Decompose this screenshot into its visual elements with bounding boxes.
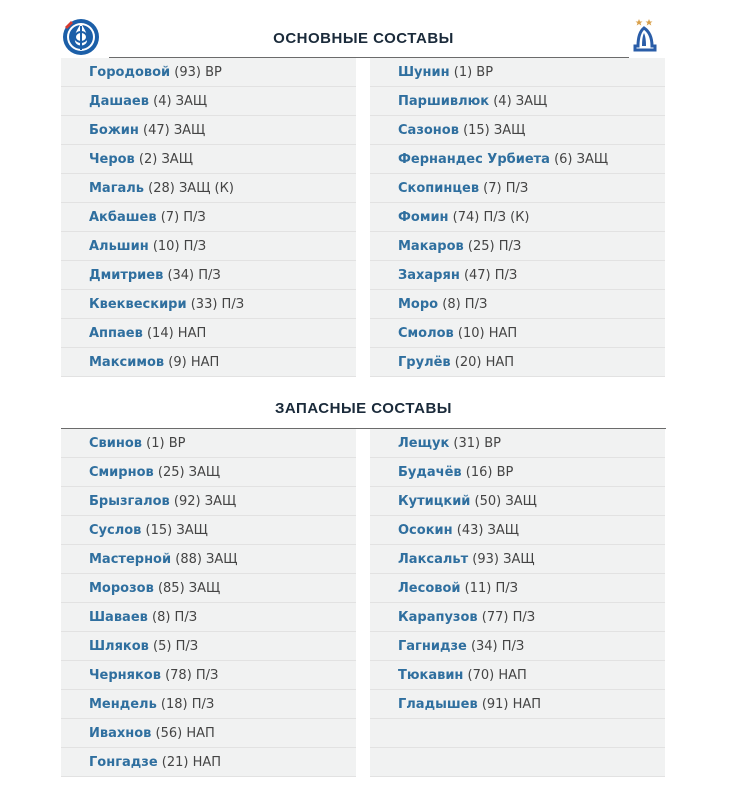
- list-item: [61, 603, 356, 632]
- player-name[interactable]: Брызгалов: [89, 494, 170, 509]
- list-item: [61, 261, 356, 290]
- player-name[interactable]: Магаль: [89, 181, 145, 196]
- list-item: [61, 719, 356, 748]
- player-info: (85) ЗАЩ: [153, 581, 221, 596]
- player-name[interactable]: Свинов: [89, 436, 143, 451]
- list-item: [370, 87, 665, 116]
- list-item: [370, 487, 665, 516]
- player-name[interactable]: Дашаев: [89, 94, 149, 109]
- subs-title: ЗАПАСНЫЕ СОСТАВЫ: [275, 400, 452, 417]
- player-info: (8) П/З: [438, 297, 488, 312]
- player-info: (34) П/З: [466, 639, 525, 654]
- player-name[interactable]: Смолов: [398, 326, 454, 341]
- player-name[interactable]: Божин: [89, 123, 139, 138]
- player-info: (9) НАП: [164, 355, 220, 370]
- player-info: (25) ЗАЩ: [153, 465, 221, 480]
- list-item: [370, 661, 665, 690]
- list-item: [370, 516, 665, 545]
- player-info: (70) НАП: [463, 668, 527, 683]
- player-info: (10) НАП: [453, 326, 518, 341]
- player-info: (15) ЗАЩ: [141, 523, 208, 538]
- list-item: [61, 516, 356, 545]
- list-item: [370, 203, 665, 232]
- main-lineups-header: [61, 0, 666, 58]
- player-name[interactable]: Фомин: [398, 210, 449, 225]
- player-info: (88) ЗАЩ: [171, 552, 238, 567]
- player-info: (34) П/З: [163, 268, 221, 283]
- player-info: (4) ЗАЩ: [489, 94, 548, 109]
- list-item: [61, 545, 356, 574]
- player-name[interactable]: Акбашев: [89, 210, 157, 225]
- list-item: [370, 545, 665, 574]
- list-item: [370, 174, 665, 203]
- player-info: (33) П/З: [186, 297, 245, 312]
- player-info: (50) ЗАЩ: [470, 494, 537, 509]
- player-name[interactable]: Ивахнов: [89, 726, 152, 741]
- player-name[interactable]: Смирнов: [89, 465, 154, 480]
- player-info: (16) ВР: [461, 465, 514, 480]
- list-item: [61, 458, 356, 487]
- player-info: (20) НАП: [450, 355, 515, 370]
- player-info: (92) ЗАЩ: [169, 494, 237, 509]
- dynamo-logo-icon: [630, 17, 658, 55]
- list-item: [370, 458, 665, 487]
- list-item: [61, 174, 356, 203]
- empty-list-item: [370, 719, 665, 748]
- list-item: [61, 145, 356, 174]
- list-item: [61, 748, 356, 777]
- player-info: (18) П/З: [156, 697, 215, 712]
- player-name[interactable]: Морозов: [89, 581, 154, 596]
- player-name[interactable]: Кутицкий: [398, 494, 471, 509]
- player-name[interactable]: Альшин: [89, 239, 149, 254]
- player-name[interactable]: Черов: [89, 152, 135, 167]
- player-info: (93) ЗАЩ: [468, 552, 535, 567]
- list-item: [61, 348, 356, 377]
- player-info: (78) П/З: [160, 668, 219, 683]
- player-name[interactable]: Грулёв: [398, 355, 451, 370]
- list-item: [61, 429, 356, 458]
- list-item: [370, 574, 665, 603]
- player-info: (47) ЗАЩ: [138, 123, 206, 138]
- player-info: (77) П/З: [477, 610, 536, 625]
- player-info: (31) ВР: [449, 436, 502, 451]
- player-name[interactable]: Дмитриев: [89, 268, 164, 283]
- player-name[interactable]: Гонгадзе: [89, 755, 158, 770]
- player-name[interactable]: Лесовой: [398, 581, 461, 596]
- list-item: [61, 574, 356, 603]
- player-info: (21) НАП: [157, 755, 222, 770]
- player-info: (10) П/З: [148, 239, 207, 254]
- player-name[interactable]: Суслов: [89, 523, 142, 538]
- player-info: (74) П/З (К): [448, 210, 530, 225]
- list-item: [370, 290, 665, 319]
- list-item: [370, 429, 665, 458]
- player-name[interactable]: Черняков: [89, 668, 161, 683]
- subs-header: [61, 380, 666, 429]
- list-item: [370, 319, 665, 348]
- player-name[interactable]: Мастерной: [89, 552, 172, 567]
- player-name[interactable]: Лаксальт: [398, 552, 469, 567]
- player-name[interactable]: Тюкавин: [398, 668, 464, 683]
- player-name[interactable]: Паршивлюк: [398, 94, 490, 109]
- player-info: (5) П/З: [148, 639, 199, 654]
- player-info: (14) НАП: [142, 326, 207, 341]
- player-info: (91) НАП: [477, 697, 542, 712]
- empty-list-item: [370, 748, 665, 777]
- player-info: (15) ЗАЩ: [458, 123, 526, 138]
- home-subs-list: [61, 429, 356, 777]
- player-info: (11) П/З: [460, 581, 518, 596]
- list-item: [370, 632, 665, 661]
- list-item: [370, 232, 665, 261]
- list-item: [61, 690, 356, 719]
- list-item: [370, 116, 665, 145]
- list-item: [61, 661, 356, 690]
- player-name[interactable]: Скопинцев: [398, 181, 480, 196]
- list-item: [61, 116, 356, 145]
- player-info: (28) ЗАЩ (К): [144, 181, 234, 196]
- player-info: (93) ВР: [170, 65, 222, 80]
- list-item: [61, 632, 356, 661]
- list-item: [370, 58, 665, 87]
- player-info: (6) ЗАЩ: [549, 152, 609, 167]
- player-info: (2) ЗАЩ: [134, 152, 193, 167]
- player-name[interactable]: Карапузов: [398, 610, 478, 625]
- player-name[interactable]: Моро: [398, 297, 439, 312]
- player-name[interactable]: Осокин: [398, 523, 453, 538]
- list-item: [370, 261, 665, 290]
- list-item: [61, 487, 356, 516]
- player-info: (7) П/З: [479, 181, 529, 196]
- player-name[interactable]: Максимов: [89, 355, 165, 370]
- list-item: [370, 603, 665, 632]
- player-info: (1) ВР: [142, 436, 186, 451]
- player-info: (7) П/З: [156, 210, 206, 225]
- main-lineups-title: ОСНОВНЫЕ СОСТАВЫ: [273, 30, 454, 47]
- player-name[interactable]: Лещук: [398, 436, 450, 451]
- list-item: [61, 87, 356, 116]
- list-item: [61, 203, 356, 232]
- player-name[interactable]: Шунин: [398, 65, 450, 80]
- player-name[interactable]: Шаваев: [89, 610, 148, 625]
- player-name[interactable]: Макаров: [398, 239, 464, 254]
- player-info: (47) П/З: [459, 268, 518, 283]
- player-info: (56) НАП: [151, 726, 215, 741]
- player-name[interactable]: Мендель: [89, 697, 157, 712]
- player-name[interactable]: Городовой: [89, 65, 171, 80]
- player-name[interactable]: Фернандес Урбиета: [398, 152, 550, 167]
- player-info: (25) П/З: [463, 239, 522, 254]
- list-item: [370, 145, 665, 174]
- player-name[interactable]: Захарян: [398, 268, 460, 283]
- player-name[interactable]: Шляков: [89, 639, 149, 654]
- player-name[interactable]: Гладышев: [398, 697, 478, 712]
- list-item: [61, 232, 356, 261]
- list-item: [61, 319, 356, 348]
- player-info: (4) ЗАЩ: [148, 94, 208, 109]
- list-item: [370, 348, 665, 377]
- list-item: [61, 58, 356, 87]
- away-starting-list: [370, 58, 665, 377]
- player-name[interactable]: Квеквескири: [89, 297, 187, 312]
- player-name[interactable]: Гагнидзе: [398, 639, 467, 654]
- player-info: (1) ВР: [449, 65, 494, 80]
- player-info: (8) П/З: [147, 610, 198, 625]
- player-name[interactable]: Будачёв: [398, 465, 462, 480]
- home-starting-list: [61, 58, 356, 377]
- player-info: (43) ЗАЩ: [452, 523, 520, 538]
- list-item: [61, 290, 356, 319]
- away-subs-list: [370, 429, 665, 777]
- player-name[interactable]: Сазонов: [398, 123, 459, 138]
- list-item: [370, 690, 665, 719]
- player-name[interactable]: Аппаев: [89, 326, 143, 341]
